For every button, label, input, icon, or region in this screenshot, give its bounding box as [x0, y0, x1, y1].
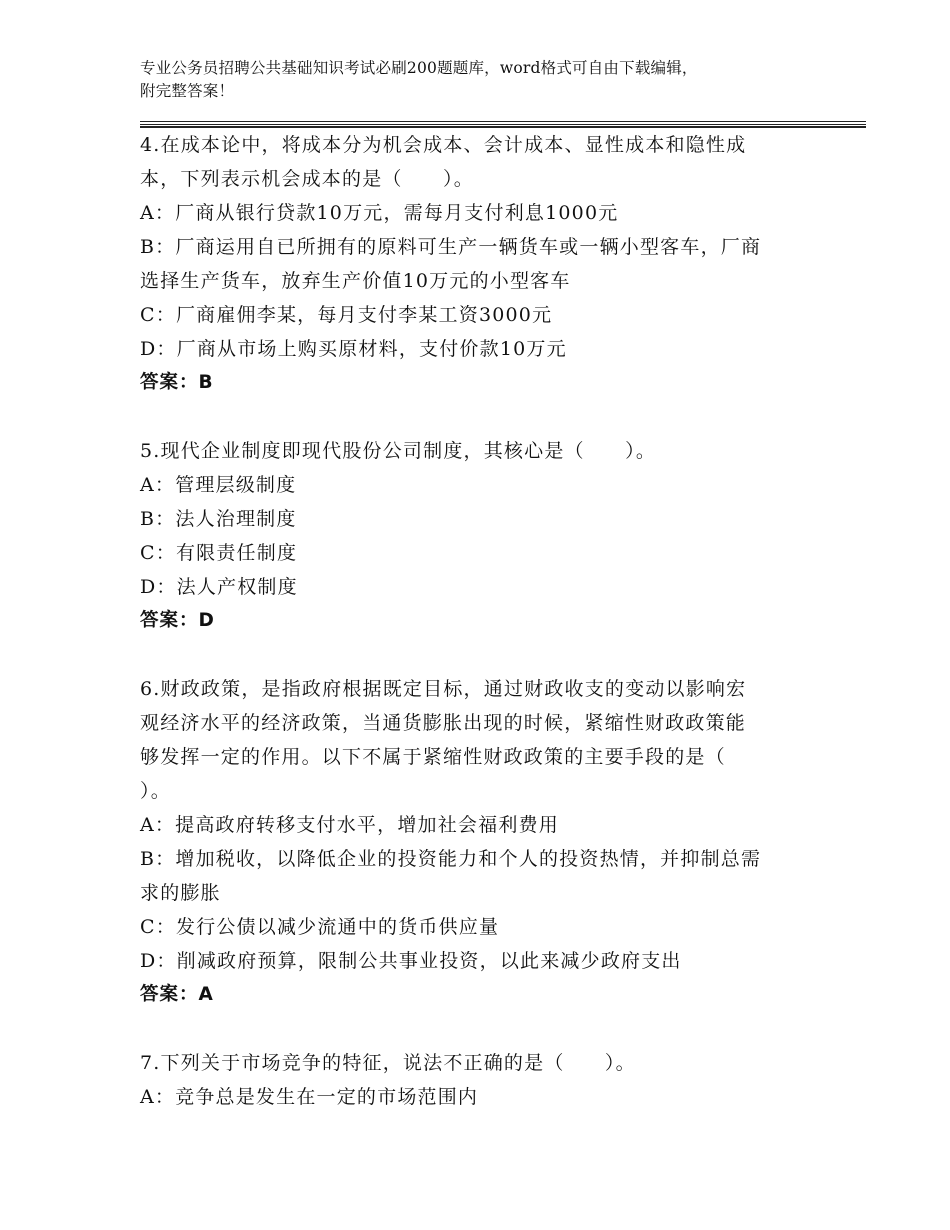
header-divider: [140, 121, 866, 122]
answer-option: C：发行公债以减少流通中的货币供应量: [140, 916, 500, 938]
header-line-2: 附完整答案！: [140, 82, 235, 100]
question-stem: 6.财政政策，是指政府根据既定目标，通过财政收支的变动以影响宏: [140, 678, 747, 700]
answer-option: 求的膨胀: [140, 882, 221, 904]
answer-key: 答案：A: [140, 984, 214, 1005]
answer-option: C：厂商雇佣李某，每月支付李某工资3000元: [140, 304, 553, 326]
question-block: [140, 1046, 820, 1114]
answer-key: 答案：B: [140, 372, 214, 393]
answer-option: A：管理层级制度: [140, 474, 297, 496]
question-block: [140, 128, 820, 400]
question-list: [140, 128, 820, 1114]
question-stem: 本，下列表示机会成本的是（ ）。: [140, 168, 474, 190]
document-header: [140, 57, 840, 103]
answer-option: A：厂商从银行贷款10万元，需每月支付利息1000元: [140, 202, 619, 224]
question-stem: 5.现代企业制度即现代股份公司制度，其核心是（ ）。: [140, 440, 657, 462]
question-spacer: [140, 400, 820, 434]
question-spacer: [140, 638, 820, 672]
question-stem: 够发挥一定的作用。以下不属于紧缩性财政政策的主要手段的是（: [140, 746, 726, 768]
question-stem: 4.在成本论中，将成本分为机会成本、会计成本、显性成本和隐性成: [140, 134, 747, 156]
answer-key: 答案：D: [140, 610, 215, 631]
question-block: [140, 672, 820, 1012]
question-spacer: [140, 1012, 820, 1046]
answer-option: B：法人治理制度: [140, 508, 297, 530]
answer-option: B：厂商运用自已所拥有的原料可生产一辆货车或一辆小型客车，厂商: [140, 236, 762, 258]
question-block: [140, 434, 820, 638]
header-divider: [140, 124, 866, 125]
answer-option: 选择生产货车，放弃生产价值10万元的小型客车: [140, 270, 571, 292]
question-stem: 观经济水平的经济政策，当通货膨胀出现的时候，紧缩性财政政策能: [140, 712, 747, 734]
answer-option: B：增加税收，以降低企业的投资能力和个人的投资热情，并抑制总需: [140, 848, 762, 870]
answer-option: D：削减政府预算，限制公共事业投资，以此来减少政府支出: [140, 950, 682, 972]
question-stem: ）。: [140, 780, 171, 802]
answer-option: A：提高政府转移支付水平，增加社会福利费用: [140, 814, 559, 836]
answer-option: C：有限责任制度: [140, 542, 298, 564]
header-line-1: 专业公务员招聘公共基础知识考试必刷200题题库，word格式可自由下载编辑，: [140, 59, 698, 77]
answer-option: D：法人产权制度: [140, 576, 298, 598]
answer-option: D：厂商从市场上购买原材料，支付价款10万元: [140, 338, 567, 360]
question-stem: 7.下列关于市场竞争的特征，说法不正确的是（ ）。: [140, 1052, 636, 1074]
answer-option: A：竞争总是发生在一定的市场范围内: [140, 1086, 479, 1108]
